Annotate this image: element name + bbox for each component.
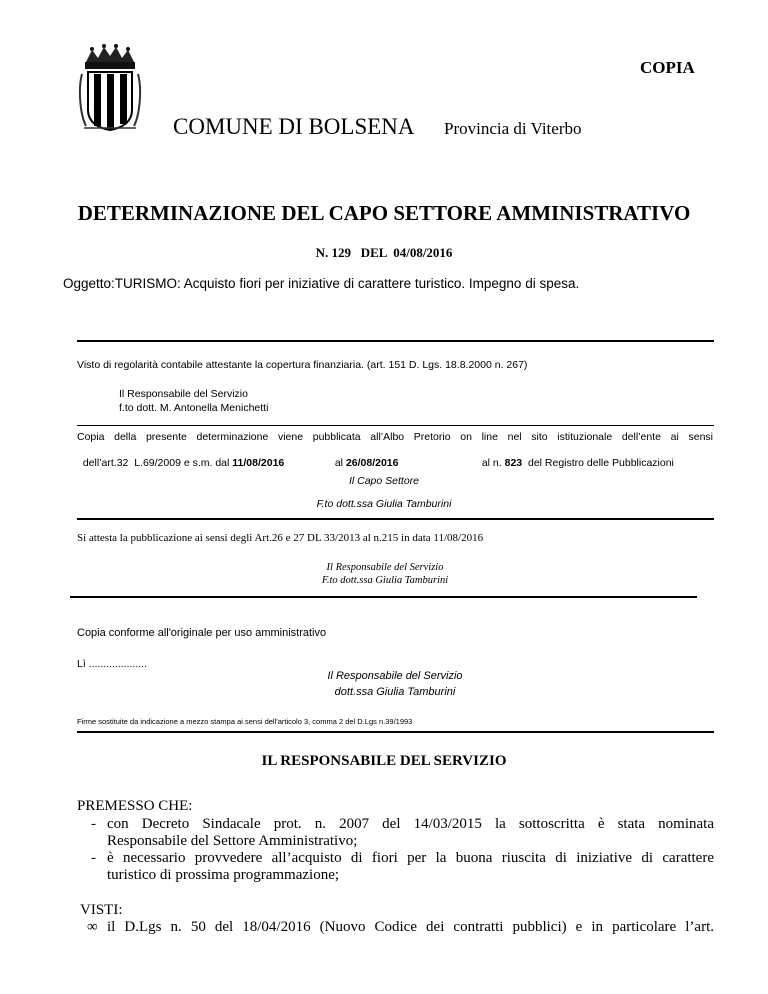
pub-text-c: al n. (481, 457, 505, 469)
publication-line-1: Copia della presente determinazione viene pubblicata all’Albo Pretorio on line nel sito istituzionale dell’ente ai sensi (77, 431, 713, 443)
municipality-name: COMUNE DI BOLSENA (173, 114, 415, 139)
divider-top (77, 340, 714, 342)
divider-conforme (70, 596, 697, 598)
subject-line: Oggetto:TURISMO: Acquisto fiori per iniziative di carattere turistico. Impegno di spesa. (63, 276, 580, 291)
conforme-text: Copia conforme all'originale per uso amministrativo (77, 627, 327, 639)
premesso-heading: PREMESSO CHE: (77, 798, 193, 814)
premesso-item-1-line2: Responsabile del Settore Amministrativo; (107, 833, 358, 849)
capo-settore-name: F.to dott.ssa Giulia Tamburini (316, 498, 452, 510)
divider-bottom (77, 731, 714, 733)
attestation-text: Si attesta la pubblicazione ai sensi degli Art.26 e 27 DL 33/2013 al n.215 in data 11/08/2016 (77, 532, 484, 544)
visti-heading: VISTI: (80, 902, 123, 918)
regularity-text: Visto di regolarità contabile attestante la copertura finanziaria. (art. 151 D. Lgs. 18.8.2000 n. 267) (77, 359, 528, 371)
attestation-resp-name: F.to dott.ssa Giulia Tamburini (321, 575, 449, 586)
attestation-resp-title: Il Responsabile del Servizio (326, 562, 444, 573)
capo-settore-title: Il Capo Settore (348, 475, 420, 487)
regularity-resp-title: Il Responsabile del Servizio (119, 388, 248, 400)
premesso-bullet-2: - (91, 850, 96, 866)
pub-number: 823 (504, 457, 523, 469)
pub-text-b: al (334, 457, 346, 469)
regularity-resp-name: f.to dott. M. Antonella Menichetti (119, 402, 269, 414)
document-title: DETERMINAZIONE DEL CAPO SETTORE AMMINISTRATIVO (77, 201, 691, 225)
pub-date-from: 11/08/2016 (232, 457, 285, 469)
divider-pub (77, 425, 714, 426)
publication-line-2 (77, 445, 284, 469)
province-name: Provincia di Viterbo (444, 119, 582, 138)
publication-line-2b (329, 445, 399, 469)
pub-date-to: 26/08/2016 (345, 457, 399, 469)
pub-text-d: del Registro delle Pubblicazioni (522, 457, 674, 469)
section-title: IL RESPONSABILE DEL SERVIZIO (261, 753, 507, 769)
signature-footnote: Firme sostituite da indicazione a mezzo stampa ai sensi dell'articolo 3, comma 2 del D.Lgs n.39/1993 (77, 717, 413, 726)
conforme-place: Lì .................... (77, 658, 148, 670)
visti-item-1: il D.Lgs n. 50 del 18/04/2016 (Nuovo Codice dei contratti pubblici) e in particolare l’art. (107, 919, 714, 935)
premesso-item-1-line1: con Decreto Sindacale prot. n. 2007 del 14/03/2015 la sottoscritta è stata nominata (107, 816, 714, 832)
copy-label: COPIA (640, 58, 695, 77)
pub-text-a: dell’art.32 L.69/2009 e s.m. dal (82, 457, 233, 469)
conforme-resp-title: Il Responsabile del Servizio (327, 670, 463, 682)
publication-line-2c (476, 445, 674, 469)
determination-number: N. 129 DEL 04/08/2016 (315, 245, 453, 260)
conforme-resp-name: dott.ssa Giulia Tamburini (334, 686, 456, 698)
premesso-bullet-1: - (91, 816, 96, 832)
divider-attest (77, 518, 714, 520)
premesso-item-2-line2: turistico di prossima programmazione; (107, 867, 340, 883)
premesso-item-2-line1: è necessario provvedere all’acquisto di fiori per la buona riuscita di iniziative di carattere (107, 850, 714, 866)
coat-of-arms-icon (78, 44, 142, 136)
visti-bullet: ∞ (87, 919, 98, 935)
